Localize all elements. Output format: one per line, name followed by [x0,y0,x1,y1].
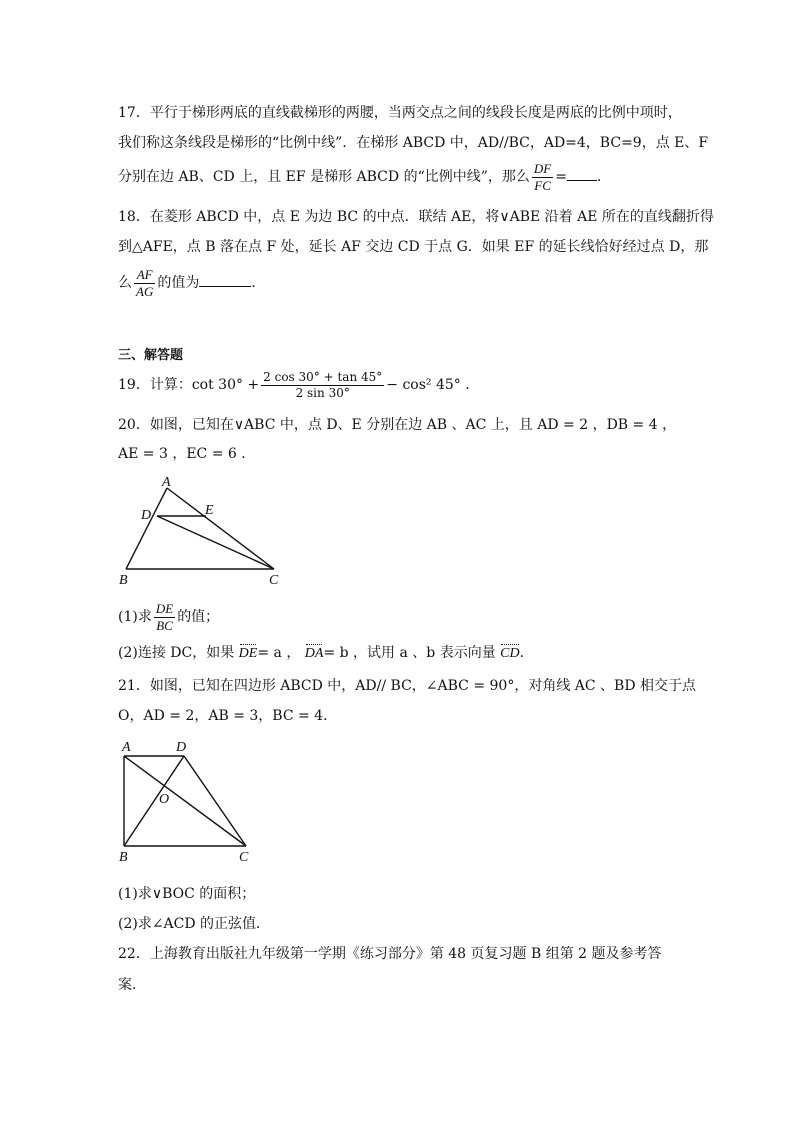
q20-part-2-end: ． [519,645,534,661]
q18-line-1: 18．在菱形 ABCD 中，点 E 为边 BC 的中点．联结 AE，将∨ABE 沿着 AE 所在的直线翻折得 [118,209,714,225]
q19-prefix: 19．计算：cot 30° + [118,377,260,393]
q21-side-dc [184,756,246,846]
q21-quadrilateral-figure [114,736,264,866]
q18-fraction [134,267,155,300]
q20-label-c: C [269,573,279,588]
q17-answer-blank [567,168,597,181]
q21-label-b: B [119,850,128,865]
q18-line-2: 到△AFE，点 B 落在点 F 处，延长 AF 交边 CD 于点 G．如果 EF 的延长线恰好经过点 D，那 [118,239,709,255]
q19-suffix: − cos² 45° ． [386,377,480,393]
q17-line-3 [118,160,611,194]
q17-end: ． [596,169,611,185]
q17-fraction-numerator: DF [533,160,552,176]
q17-equals: = [555,169,567,185]
q19-fraction-numerator: 2 cos 30° + tan 45° [263,369,383,384]
q21-part-2: (2)求∠ACD 的正弦值． [118,916,271,932]
q21-label-d: D [176,740,187,755]
q20-part-1-fraction [154,601,175,634]
q20-line-2: AE = 3 ，EC = 6 ． [118,446,256,462]
q17-fraction [532,161,553,194]
q20-part-2-eq2: = b ，试用 a 、b 表示向量 [323,645,496,661]
q21-diagonal-ac [124,756,246,846]
q20-part-1-numerator: DE [155,600,174,616]
q21-label-c: C [239,850,249,865]
q21-line-1: 21．如图，已知在四边形 ABCD 中，AD// BC，∠ABC = 90°，对角线 AC 、BD 相交于点 [118,678,697,694]
q17-line-3-text: 分别在边 AB、CD 上，且 EF 是梯形 ABCD 的“比例中线”，那么 [118,169,530,185]
q21-label-o: O [159,792,170,807]
q18-fraction-denominator: AG [136,283,154,299]
q17-fraction-denominator: FC [534,177,551,193]
q17-line-2: 我们称这条线段是梯形的“比例中线”．在梯形 ABCD 中，AD//BC，AD=4，BC=9，点 E、F [118,135,709,151]
q20-part-1-denominator: BC [156,617,173,633]
vector-cd: CD [500,644,519,664]
q18-fraction-numerator: AF [134,267,155,284]
q22-line-1: 22．上海教育出版社九年级第一学期《练习部分》第 48 页复习题 B 组第 2 题及参考答 [118,946,662,962]
q19-fraction [261,370,384,401]
q19-line [118,368,479,402]
q18-answer-blank [199,274,251,287]
q20-label-e: E [205,503,214,518]
q21-part-1: (1)求∨BOC 的面积； [118,886,256,902]
q18-line-3-text: 么 [118,275,132,291]
q20-label-d: D [141,508,152,523]
q17-line-1: 17．平行于梯形两底的直线截梯形的两腰，当两交点之间的线段长度是两底的比例中项时， [118,105,682,121]
q18-line-3 [118,266,265,300]
q21-label-a: A [122,740,131,755]
q20-part-1-suffix: 的值； [177,609,220,625]
q20-part-2-eq1: = a ， [257,645,301,661]
q20-part-2 [118,643,534,664]
q20-label-a: A [162,475,171,490]
q19-fraction-denominator: 2 sin 30° [295,385,350,400]
q20-label-b: B [119,573,128,588]
q21-diagonal-bd [124,756,184,846]
q18-end: ． [251,275,266,291]
q22-line-2: 案． [118,977,146,993]
q20-side-ab [126,488,167,569]
section-heading: 三、解答题 [118,348,184,363]
q20-triangle-figure [114,474,294,589]
q20-line-1: 20．如图，已知在∨ABC 中，点 D、E 分别在边 AB 、AC 上，且 AD = 2 ，DB = 4 ， [118,417,677,433]
q18-value-label: 的值为 [157,275,200,291]
q20-part-1 [118,600,219,634]
q20-part-2-prefix: (2)连接 DC，如果 [118,645,235,661]
vector-da: DA [305,644,324,664]
q21-line-2: O，AD = 2，AB = 3，BC = 4． [118,708,338,724]
q20-part-1-prefix: (1)求 [118,609,152,625]
vector-de: DE [239,644,258,664]
